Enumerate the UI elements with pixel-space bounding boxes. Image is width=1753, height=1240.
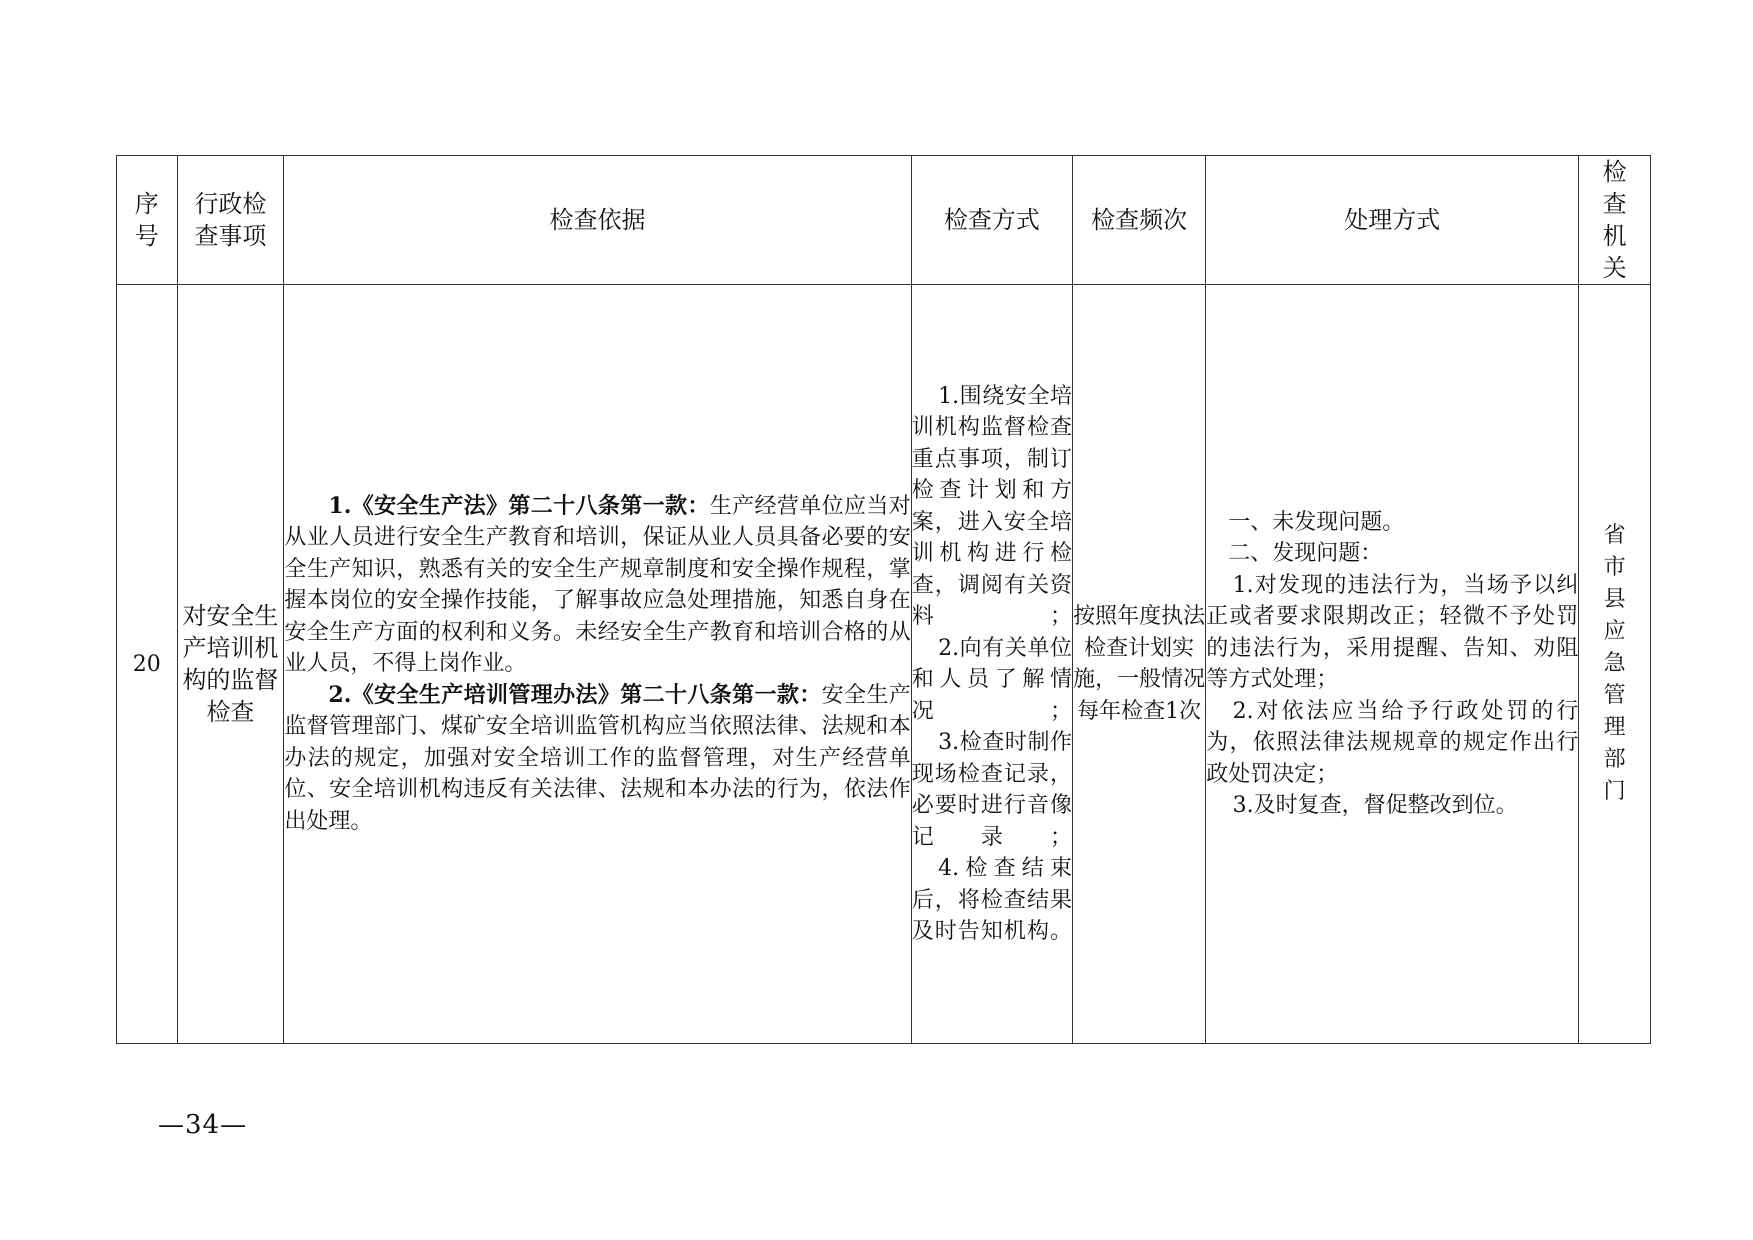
handling-line-5: 3.及时复查，督促整改到位。	[1232, 793, 1518, 818]
row-basis	[284, 285, 911, 1044]
handling-line-1: 一、未发现问题。	[1228, 509, 1405, 535]
header-seq: 序号	[117, 156, 178, 285]
basis-paragraph-1: 1.《安全生产法》第二十八条第一款：生产经营单位应当对从业人员进行安全生产教育和培训，保证从业人员具备必要的安全生产知识，熟悉有关的安全生产规章制度和安全操作规程，掌握本岗位的安全操作技能，了解事故应急处理措施，知悉自身在安全生产方面的权利和义务。未经安全生产教育和培训合格的从业人员，不得上岗作业。	[284, 492, 911, 677]
table-header-row	[117, 156, 1651, 285]
method-step-2: 2.向有关单位和人员了解情况；	[911, 635, 1073, 724]
row-item: 对安全生产培训机构的监督检查	[177, 285, 284, 1044]
handling-line-4: 2.对依法应当给予行政处罚的行为，依照法律法规规章的规定作出行政处罚决定；	[1206, 698, 1579, 787]
header-item: 行政检查事项	[177, 156, 284, 285]
header-basis: 检查依据	[284, 156, 911, 285]
page-number: —34—	[158, 1110, 248, 1140]
table-row	[117, 285, 1651, 1044]
method-step-4: 4.检查结束后，将检查结果及时告知机构。	[911, 856, 1073, 944]
method-step-3: 3.检查时制作现场检查记录，必要时进行音像记录；	[911, 730, 1073, 850]
method-step-1: 1.围绕安全培训机构监督检查重点事项，制订检查计划和方案，进入安全培训机构进行检查，调阅有关资料；	[911, 383, 1073, 629]
header-method: 检查方式	[911, 156, 1072, 285]
basis-paragraph-2: 2.《安全生产培训管理办法》第二十八条第一款：安全生产监督管理部门、煤矿安全培训监管机构应当依照法律、法规和本办法的规定，加强对安全培训工作的监督管理，对生产经营单位、安全培训机构违反有关法律、法规和本办法的行为，依法作出处理。	[284, 681, 911, 834]
row-seq: 20	[117, 285, 178, 1044]
inspection-table	[116, 155, 1651, 1044]
handling-line-3: 1.对发现的违法行为，当场予以纠正或者要求限期改正；轻微不予处罚的违法行为，采用提醒、告知、劝阻等方式处理；	[1206, 572, 1579, 692]
row-frequency: 按照年度执法检查计划实施，一般情况每年检查1次	[1073, 285, 1206, 1044]
header-org: 检查机关	[1579, 156, 1651, 285]
row-org: 省市县应急管理部门	[1579, 285, 1651, 1044]
row-handling	[1206, 285, 1579, 1044]
handling-line-2: 二、发现问题：	[1228, 541, 1383, 566]
row-method	[911, 285, 1072, 1044]
header-frequency: 检查频次	[1073, 156, 1206, 285]
header-handling: 处理方式	[1206, 156, 1579, 285]
